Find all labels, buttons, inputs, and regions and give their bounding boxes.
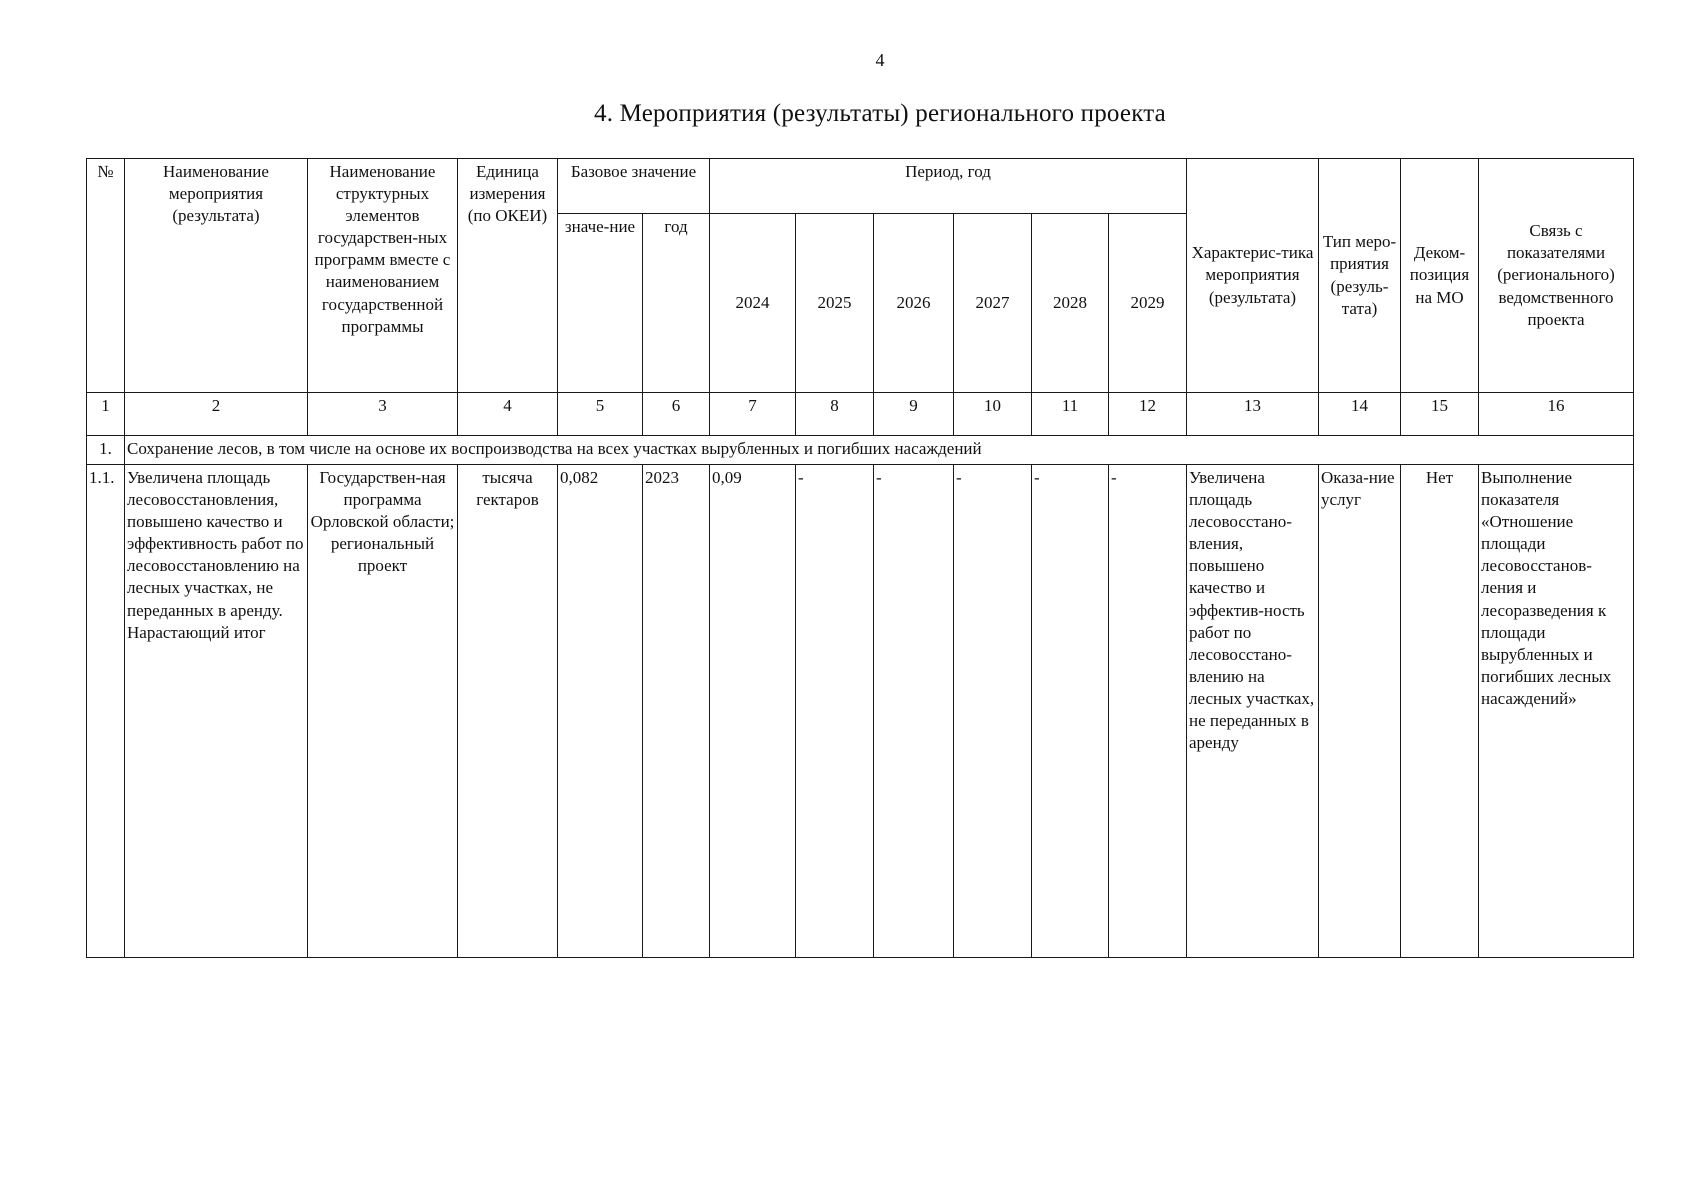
header-period: Период, год — [710, 159, 1187, 214]
header-link: Связь с показателями (регионального) ведомственного проекта — [1479, 159, 1634, 393]
row-year-2029: - — [1109, 465, 1187, 958]
column-number: 16 — [1479, 393, 1634, 436]
row-type: Оказа-ние услуг — [1319, 465, 1401, 958]
header-name: Наименование мероприятия (результата) — [125, 159, 308, 393]
header-unit: Единица измерения (по ОКЕИ) — [458, 159, 558, 393]
column-number: 9 — [874, 393, 954, 436]
header-base: Базовое значение — [558, 159, 710, 214]
column-number: 13 — [1187, 393, 1319, 436]
header-type: Тип меро-приятия (резуль-тата) — [1319, 159, 1401, 393]
header-characteristic: Характерис-тика мероприятия (результата) — [1187, 159, 1319, 393]
header-year-2025: 2025 — [796, 214, 874, 393]
header-num: № — [87, 159, 125, 393]
header-base-value: значе-ние — [558, 214, 643, 393]
column-number: 1 — [87, 393, 125, 436]
column-number: 4 — [458, 393, 558, 436]
row-name: Увеличена площадь лесовосстановления, повышено качество и эффективность работ по лесовосстановлению на лесных участках, не переданных в аренду. Нарастающий итог — [125, 465, 308, 958]
section-row — [87, 436, 1634, 465]
column-number: 7 — [710, 393, 796, 436]
column-number: 15 — [1401, 393, 1479, 436]
section-title: Сохранение лесов, в том числе на основе их воспроизводства на всех участках вырубленных и погибших насаждений — [125, 436, 1634, 465]
column-number: 14 — [1319, 393, 1401, 436]
page-number: 4 — [875, 50, 885, 70]
row-base-value: 0,082 — [558, 465, 643, 958]
column-number: 5 — [558, 393, 643, 436]
row-year-2026: - — [874, 465, 954, 958]
row-unit: тысяча гектаров — [458, 465, 558, 958]
header-year-2027: 2027 — [954, 214, 1032, 393]
header-year-2028: 2028 — [1032, 214, 1109, 393]
section-num: 1. — [87, 436, 125, 465]
column-number: 2 — [125, 393, 308, 436]
row-year-2025: - — [796, 465, 874, 958]
row-link: Выполнение показателя «Отношение площади лесовосстанов-ления и лесоразведения к площади вырубленных и погибших лесных насаждений» — [1479, 465, 1634, 958]
header-structural: Наименование структурных элементов государствен-ных программ вместе с наименованием государственной программы — [308, 159, 458, 393]
column-number: 10 — [954, 393, 1032, 436]
column-number: 6 — [643, 393, 710, 436]
header-row-top — [87, 159, 1634, 214]
header-year-2029: 2029 — [1109, 214, 1187, 393]
column-number: 8 — [796, 393, 874, 436]
column-number: 11 — [1032, 393, 1109, 436]
activities-table — [86, 158, 1634, 958]
column-number-row — [87, 393, 1634, 436]
column-number: 12 — [1109, 393, 1187, 436]
column-number: 3 — [308, 393, 458, 436]
row-year-2028: - — [1032, 465, 1109, 958]
row-num: 1.1. — [87, 465, 125, 958]
row-year-2024: 0,09 — [710, 465, 796, 958]
row-characteristic: Увеличена площадь лесовосстано-вления, повышено качество и эффектив-ность работ по лесовосстано-влению на лесных участках, не переданных в аренду — [1187, 465, 1319, 958]
row-base-year: 2023 — [643, 465, 710, 958]
page-title: 4. Мероприятия (результаты) регионального проекта — [594, 100, 1166, 127]
row-year-2027: - — [954, 465, 1032, 958]
table-row — [87, 465, 1634, 958]
header-year-2026: 2026 — [874, 214, 954, 393]
header-year-2024: 2024 — [710, 214, 796, 393]
header-base-year: год — [643, 214, 710, 393]
row-structural: Государствен-ная программа Орловской области; региональный проект — [308, 465, 458, 958]
header-decomposition: Деком-позиция на МО — [1401, 159, 1479, 393]
row-decomposition: Нет — [1401, 465, 1479, 958]
